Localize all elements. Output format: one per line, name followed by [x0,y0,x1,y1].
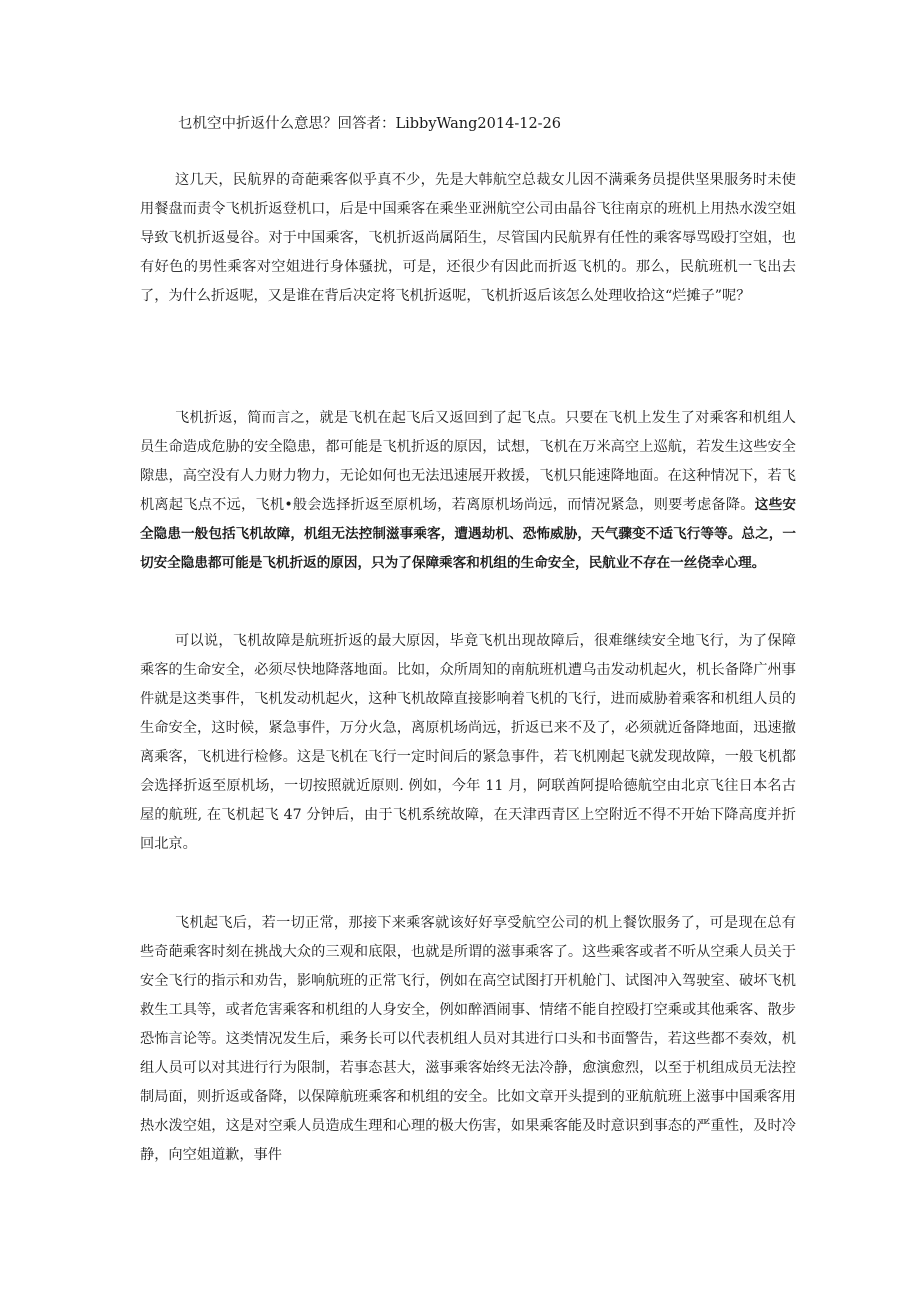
paragraph-1-text: 这几天，民航界的奇葩乘客似乎真不少，先是大韩航空总裁女儿因不满乘务员提供坚果服务时未使用餐盘而责令飞机折返登机口，后是中国乘客在乘坐亚洲航空公司由晶谷飞往南京的班机上用热水泼空姐导致飞机折返曼谷。对于中国乘客，飞机折返尚属陌生，尽管国内民航界有任性的乘客辱骂殴打空姐，也有好色的男性乘客对空姐进行身体骚扰，可是，还很少有因此而折返飞机的。那么，民航班机一飞出去了，为什么折返呢，又是谁在背后决定将飞机折返呢，飞机折返后该怎么处理收拾这“烂摊子”呢？ [140,172,796,304]
paragraph-4-text: 飞机起飞后，若一切正常，那接下来乘客就该好好享受航空公司的机上餐饮服务了，可是现在总有些奇葩乘客时刻在挑战大众的三观和底限，也就是所谓的滋事乘客了。这些乘客或者不听从空乘人员关于安全飞行的指示和劝告，影响航班的正常飞行，例如在高空试图打开机舱门、试图冲入驾驶室、破坏飞机救生工具等，或者危害乘客和机组的人身安全，例如醉酒闹事、情绪不能自控殴打空乘或其他乘客、散步恐怖言论等。这类情况发生后，乘务长可以代表机组人员对其进行口头和书面警告，若这些都不奏效，机组人员可以对其进行行为限制，若事态甚大，滋事乘客始终无法冷静，愈演愈烈，以至于机组成员无法控制局面，则折返或备降，以保障航班乘客和机组的安全。比如文章开头提到的亚航航班上滋事中国乘客用热水泼空姐，这是对空乘人员造成生理和心理的极大伤害，如果乘客能及时意识到事态的严重性，及时冷静，向空姐道歉，事件 [140,915,796,1163]
paragraph-3 [140,627,796,859]
paragraph-2-text: 飞机折返，简而言之，就是飞机在起飞后又返回到了起飞点。只要在飞机上发生了对乘客和机组人员生命造成危胁的安全隐患，都可能是飞机折返的原因，试想，飞机在万米高空上巡航，若发生这些安全隙患，高空没有人力财力物力，无论如何也无法迅速展开救援，飞机只能速降地面。在这种情况下，若飞机离起飞点不远，飞机•般会选择折返至原机场，若离原机场尚远，而情况紧急，则要考虑备降。 [140,410,796,513]
document-title: 乜机空中折返什么意思？回答者：LibbyWang2014-12-26 [178,116,562,132]
paragraph-2 [140,404,796,578]
paragraph-4 [140,909,796,1170]
paragraph-3-text: 可以说，飞机故障是航班折返的最大原因，毕竟飞机出现故障后，很难继续安全地飞行，为了保障乘客的生命安全，必须尽快地降落地面。比如，众所周知的南航班机遭乌击发动机起火，机长备降广州事件就是这类事件，飞机发动机起火，这种飞机故障直接影响着飞机的飞行，进而威胁着乘客和机组人员的生命安全，这时候，紧急事件，万分火急，离原机场尚远，折返已来不及了，必须就近备降地面，迅速撤离乘客，飞机进行检修。这是飞机在飞行一定时间后的紧急事件，若飞机刚起飞就发现故障，一般飞机都会选择折返至原机场，一切按照就近原则. 例如，今年 11 月，阿联酋阿提哈德航空由北京飞往日本名古屋的航班, 在飞机起飞 47 分钟后，由于飞机系统故障，在天津西青区上空附近不得不开始下降高度并折回北京。 [140,633,796,852]
paragraph-2-bold-text: 这些安全隐患一般包括飞机故障，机组无法控制滋事乘客，遭遇劫机、恐怖威胁，天气骤变不适飞行等等。总之，一切安全隐患都可能是飞机折返的原因，只为了保障乘客和机组的生命安全，民航业不存在一丝侥幸心理。 [140,497,797,571]
paragraph-1 [140,166,796,311]
